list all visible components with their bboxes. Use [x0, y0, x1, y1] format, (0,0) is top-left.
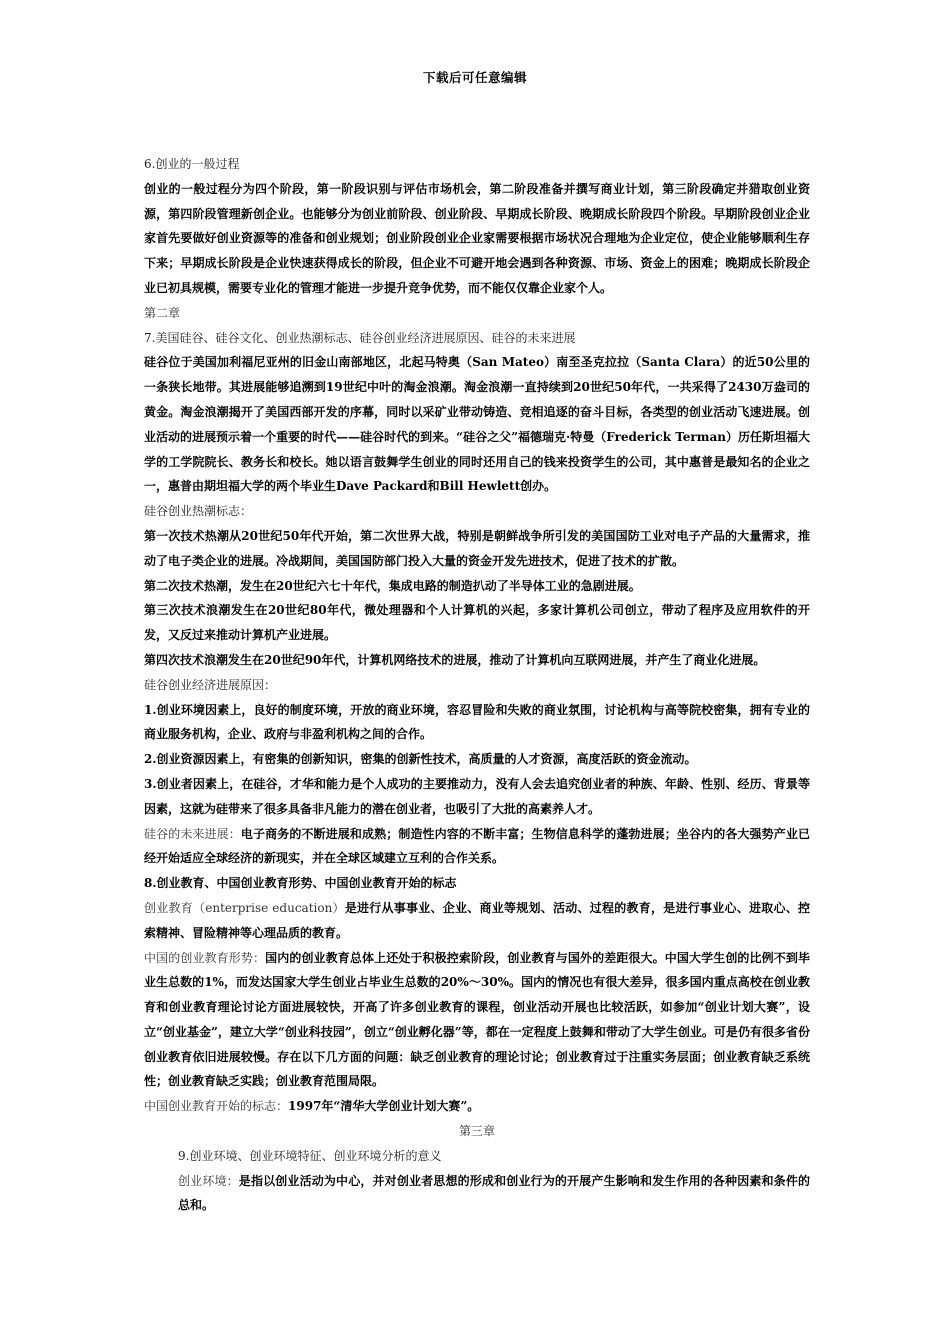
section-heading-9: 9.创业环境、创业环境特征、创业环境分析的意义 — [178, 1148, 442, 1163]
paragraph-environment — [144, 1169, 810, 1219]
page-header: 下载后可任意编辑 — [422, 70, 527, 85]
subheading-development-reasons: 硅谷创业经济进展原因： — [144, 677, 277, 692]
section-heading-8: 8.创业教育、中国创业教育形势、中国创业教育开始的标志 — [144, 876, 457, 891]
text-future: 电子商务的不断进展和成熟；制造性内容的不断丰富；生物信息科学的蓬勃进展；坐谷内的各大强势产业已经开始适应全球经济的新现实，并在全球区域建立互利的合作关系。 — [144, 826, 810, 866]
paragraph-future — [144, 822, 810, 872]
paragraph-wave-2: 第二次技术热潮，发生在20世纪六七十年代，集成电路的制造扒动了半导体工业的急剧进展。 — [144, 578, 641, 593]
paragraph-china-situation — [144, 946, 810, 1095]
label-china-start: 中国创业教育开始的标志： — [144, 1099, 289, 1114]
label-environment: 创业环境： — [178, 1173, 239, 1188]
label-future: 硅谷的未来进展： — [144, 826, 241, 841]
label-education: 创业教育（enterprise education） — [144, 900, 345, 915]
paragraph-reason-2: 2.创业资源因素上，有密集的创新知识，密集的创新性技术，高质量的人才资源，高度活跃的资金流动。 — [144, 752, 697, 767]
paragraph-process: 创业的一般过程分为四个阶段，第一阶段识别与评估市场机会，第二阶段准备并撰写商业计划，第三阶段确定并猎取创业资源，第四阶段管理新创企业。也能够分为创业前阶段、创业阶段、早期成长阶段、晚期成长阶段四个阶段。早期阶段创业企业家首先要做好创业资源等的准备和创业规划；创业阶段创业企业家需要根据市场状况合理地为企业定位，使企业能够顺利生存下来；早期成长阶段是企业快速获得成长的阶段，但企业不可避开地会遇到各种资源、市场、资金上的困难；晚期成长阶段企业已初具规模，需要专业化的管理才能进一步提升竞争优势，而不能仅仅靠企业家个人。 — [144, 181, 810, 295]
subheading-boom-marks: 硅谷创业热潮标志： — [144, 504, 253, 519]
section-heading-7: 7.美国硅谷、硅谷文化、创业热潮标志、硅谷创业经济进展原因、硅谷的未来进展 — [144, 330, 576, 345]
label-china-situation: 中国的创业教育形势： — [144, 950, 266, 965]
paragraph-wave-4: 第四次技术浪潮发生在20世纪90年代，计算机网络技术的进展，推动了计算机向互联网进展，并产生了商业化进展。 — [144, 652, 766, 667]
text-environment: 是指以创业活动为中心，并对创业者思想的形成和创业行为的开展产生影响和发生作用的各种因素和条件的总和。 — [178, 1173, 810, 1213]
text-china-start: 1997年“清华大学创业计划大赛”。 — [288, 1099, 480, 1114]
paragraph-reason-1: 1.创业环境因素上，良好的制度环境，开放的商业环境，容忍冒险和失败的商业氛围，讨论机构与高等院校密集，拥有专业的商业服务机构，企业、政府与非盈利机构之间的合作。 — [144, 702, 810, 742]
paragraph-china-start — [144, 1094, 810, 1119]
chapter-heading-3: 第三章 — [458, 1124, 495, 1139]
paragraph-reason-3: 3.创业者因素上，在硅谷，才华和能力是个人成功的主要推动力，没有人会去追究创业者的种族、年龄、性别、经历、背景等因素，这就为硅带来了很多具备非凡能力的潜在创业者，也吸引了大批的高素养人才。 — [144, 776, 810, 816]
text-education: 是进行从事事业、企业、商业等规划、活动、过程的教育，是进行事业心、进取心、控索精神、冒险精神等心理品质的教育。 — [144, 900, 810, 940]
text-china-situation: 国内的创业教育总体上还处于积极控索阶段，创业教育与国外的差距很大。中国大学生创的比例不到毕业生总数的1%，而发达国家大学生创业占毕业生总数的20%～30%。国内的情况也有很大差异，很多国内重点高校在创业教育和创业教育理论讨论方面进展较快，开高了许多创业教育的课程，创业活动开展也比较活跃，如参加“创业计划大赛”，设立“创业基金”，建立大学“创业科技园”，创立“创业孵化器”等，都在一定程度上鼓舞和带动了大学生创业。可是仍有很多省份创业教育依旧进展较慢。存在以下几方面的问题：缺乏创业教育的理论讨论；创业教育过于注重实务层面；创业教育缺乏系统性；创业教育缺乏实践；创业教育范围局限。 — [144, 950, 810, 1089]
section-heading-6: 6.创业的一般过程 — [144, 157, 240, 171]
paragraph-wave-3: 第三次技术浪潮发生在20世纪80年代，微处理器和个人计算机的兴起，多家计算机公司创立，带动了程序及应用软件的开发，又反过来推动计算机产业进展。 — [144, 603, 810, 643]
paragraph-silicon-valley: 硅谷位于美国加利福尼亚州的旧金山南部地区，北起马特奥（San Mateo）南至圣克拉拉（Santa Clara）的近50公里的一条狭长地带。其进展能够追溯到19世纪中叶的淘金浪潮。淘金浪潮一直持续到20世纪50年代，一共采得了2430万盎司的黄金。淘金浪潮揭开了美国西部开发的序幕，同时以采矿业带动铸造、竞相追逐的奋斗目标，各类型的创业活动飞速进展。创业活动的进展预示着一个重要的时代——硅谷时代的到来。“硅谷之父”福德瑞克·特曼（Frederick Terman）历任斯坦福大学的工学院院长、教务长和校长。她以语言鼓舞学生创业的同时还用自己的钱来投资学生的公司，其中惠普是最知名的企业之一，惠普由期坦福大学的两个毕业生Dave Packard和Bill Hewlett创办。 — [144, 355, 810, 494]
document-body — [144, 152, 810, 1218]
chapter-heading-2: 第二章 — [144, 305, 181, 320]
paragraph-entrepreneurship-education — [144, 896, 810, 946]
paragraph-wave-1: 第一次技术热潮从20世纪50年代开始，第二次世界大战，特别是朝鲜战争所引发的美国国防工业对电子产品的大量需求，推动了电子类企业的进展。冷战期间，美国国防部门投入大量的资金开发先进技术，促进了技术的扩散。 — [144, 528, 810, 568]
